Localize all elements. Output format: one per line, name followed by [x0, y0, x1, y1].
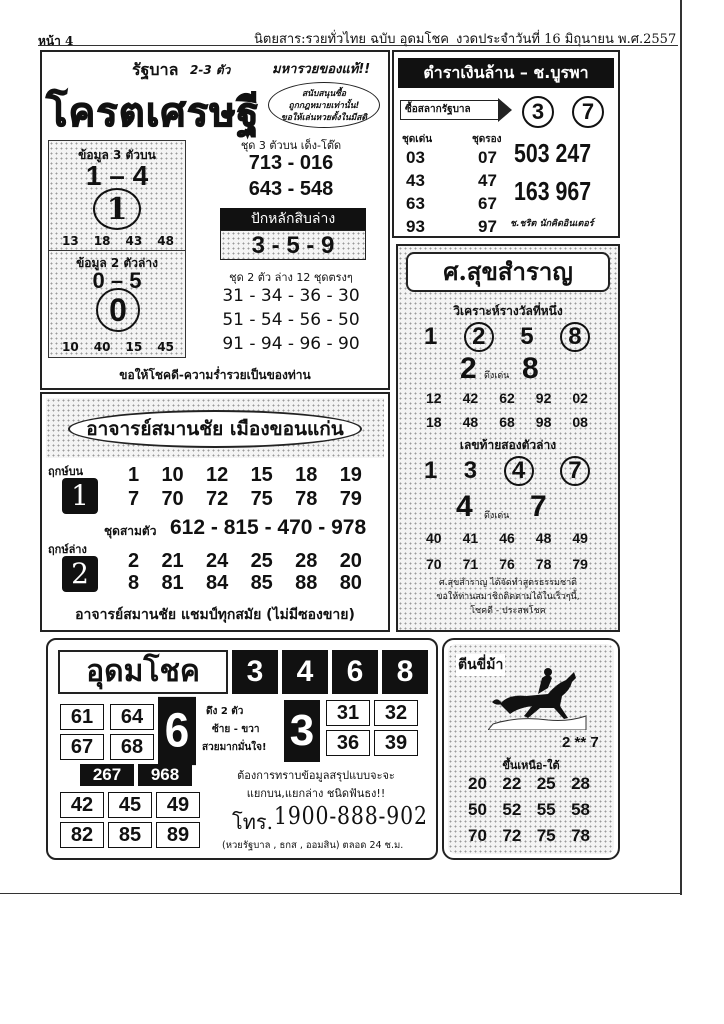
tamra-buy-label: ซื้อสลากรัฐบาล [400, 100, 500, 120]
kod-set2-row1: 31 - 34 - 36 - 30 [222, 286, 360, 306]
ajarn-u2-4: 75 [250, 488, 273, 510]
ajarn-l1-1: 2 [128, 550, 140, 572]
udom-tel-number: 1900-888-902 [274, 802, 428, 830]
horse-mark: 2 ** 7 [562, 734, 599, 751]
tamra-big-2: 163 967 [514, 176, 592, 206]
kod-support-badge [268, 82, 380, 128]
udom-top-2: 4 [282, 650, 328, 694]
kod-sethi-title: โครตเศรษฐี [46, 91, 260, 135]
tamra-arrow-icon [498, 98, 512, 122]
ajarn-l1-6: 20 [339, 550, 362, 572]
kod-set2-label: ชุด 2 ตัว ล่าง 12 ชุดตรงๆ [229, 271, 353, 284]
udom-right-1: 31 [326, 700, 370, 726]
sukh-g1-3: 62 [499, 390, 515, 406]
kod-info3-circle: 1 [93, 188, 141, 230]
horse-r3-1: 70 [468, 826, 487, 845]
kod-government-label: รัฐบาล [132, 60, 179, 79]
horse-r3-2: 72 [502, 826, 522, 845]
tamra-sub-2: 47 [478, 171, 497, 190]
sukh-note-1: ศ.สุขสำราญ ได้จัดทำสูตรธรรมชาติ [439, 578, 577, 588]
tamra-circle-3: 3 [522, 96, 554, 128]
horse-r2-3: 55 [536, 800, 556, 819]
sukh-row3 [424, 456, 590, 486]
tamra-main-1: 03 [406, 148, 425, 167]
udom-tel-label: โทร. [232, 810, 274, 834]
sukh-r3-4: 7 [560, 456, 590, 486]
tamra-main-2: 43 [406, 171, 425, 190]
ajarn-l2-6: 80 [339, 572, 362, 594]
kod-set3-2: 643 - 548 [248, 178, 334, 200]
udom-title: อุดมโชค [58, 650, 228, 694]
horse-r1-1: 20 [468, 774, 487, 793]
udom-top-1: 3 [232, 650, 278, 694]
sukh-r2a: 2 [460, 352, 477, 385]
ajarn-l2-5: 88 [295, 572, 318, 594]
tamra-header-main: ชุดเด่น [402, 134, 433, 145]
udom-left-4: 68 [110, 734, 154, 760]
udom-bottom-5: 85 [108, 822, 152, 848]
sukh-g2-1: 18 [426, 414, 442, 430]
kod-info2-n2: 40 [93, 340, 111, 354]
sukh-r1-1: 1 [424, 323, 438, 350]
tamra-sub-1: 07 [478, 148, 497, 167]
kod-info-divider [48, 250, 186, 251]
sukh-r4-mid: ดึงเด่น [484, 511, 510, 521]
magazine-name: นิตยสาร:รวยทั่วไทย ฉบับ อุดมโชค [254, 32, 449, 47]
kod-set3-1: 713 - 016 [248, 152, 334, 174]
udom-six: 6 [158, 697, 196, 765]
sukh-g2-5: 08 [572, 414, 588, 430]
horse-r1-4: 28 [571, 774, 590, 793]
header [38, 26, 678, 46]
sukh-r2-mid: ดึงเด่น [484, 371, 510, 381]
kod-set2-row3: 91 - 94 - 96 - 90 [222, 334, 360, 354]
sukh-group4 [426, 556, 588, 572]
kod-info2-n1: 10 [62, 340, 79, 354]
sukh-note-2: ขอให้ท่านสมาชิกติดตามได้ในเร็วๆนี้, [436, 592, 580, 602]
ajarn-l1-5: 28 [295, 550, 318, 572]
sukh-r3-2: 3 [463, 457, 478, 484]
horse-title: ตีนขี่ม้า [456, 654, 505, 676]
sukh-row1 [424, 322, 590, 352]
horse-r3-4: 78 [571, 826, 590, 845]
sukh-r1-2: 2 [464, 322, 494, 352]
sukh-g3-4: 48 [535, 530, 552, 546]
bottom-edge-line [0, 893, 682, 894]
kod-info3-pair: 1 – 4 [85, 160, 149, 191]
kod-tagline: มหารวยของแท้!! [272, 62, 371, 77]
ajarn-u1-4: 15 [250, 464, 273, 486]
ajarn-u2-3: 72 [206, 488, 229, 510]
horse-r1-3: 25 [536, 774, 556, 793]
sukh-r2b: 8 [522, 352, 539, 385]
udom-top-3: 6 [332, 650, 378, 694]
ajarn-l2-4: 85 [250, 572, 273, 594]
tamra-sub-3: 67 [478, 194, 497, 213]
tamra-title: ตำราเงินล้าน – ช.บูรพา [398, 58, 614, 88]
sukh-last2-label: เลขท้ายสองตัวล่าง [459, 438, 557, 452]
sukh-group1 [426, 390, 588, 406]
udom-tel-note: (หวยรัฐบาล , ธกส , ออมสิน) ตลอด 24 ช.ม. [222, 840, 404, 851]
header-rule [38, 45, 678, 46]
ajarn-u1-5: 18 [295, 464, 318, 486]
horse-label: ขึ้นเหนือ-ใต้ [502, 759, 560, 772]
tamra-main-4: 93 [406, 217, 425, 236]
ajarn-lower-row2 [128, 572, 362, 595]
sukh-g1-4: 92 [535, 390, 552, 406]
sukh-g4-1: 70 [426, 556, 442, 572]
sukh-r1-3: 5 [520, 323, 534, 350]
udom-want-1: ต้องการทราบข้อมูลสรุปแบบจะจะ [237, 769, 395, 782]
udom-top-4: 8 [382, 650, 428, 694]
kod-info3-n2: 18 [93, 234, 111, 248]
sukh-note-3: โชคดี - ประสพโชค [470, 606, 546, 616]
kod-info2-n4: 45 [157, 340, 174, 354]
kod-info3-n1: 13 [62, 234, 79, 248]
ajarn-lower-digit: 2 [62, 556, 98, 592]
kod-info2-pair: 0 – 5 [92, 268, 142, 293]
horse-row-3 [468, 826, 590, 846]
udom-bottom-2: 45 [108, 792, 152, 818]
udom-want-2: แยกบน,แยกล่าง ชนิดฟันธง!! [246, 787, 386, 800]
sukh-r3-3: 4 [504, 456, 534, 486]
sukh-analysis-label: วิเคราะห์รางวัลที่หนึ่ง [453, 304, 563, 318]
sukh-g3-1: 40 [426, 530, 442, 546]
ajarn-title: อาจารย์สมานชัย เมืองขอนแก่น [68, 410, 362, 448]
sukh-r3-1: 1 [424, 457, 438, 484]
ajarn-l1-3: 24 [206, 550, 229, 572]
kod-info3-label: ข้อมูล 3 ตัวบน [78, 148, 156, 162]
ajarn-u1-6: 19 [339, 464, 362, 486]
horse-r2-2: 52 [502, 800, 522, 819]
ajarn-l1-4: 25 [250, 550, 273, 572]
tamra-circle-7: 7 [572, 96, 604, 128]
udom-left-right: ซ้าย - ขวา [212, 724, 260, 735]
udom-left-1: 61 [60, 704, 104, 730]
kod-support-3: ขอให้เล่นหวยตั้งในมีสติ [281, 113, 367, 123]
udom-tag-1: 267 [80, 764, 134, 786]
udom-left-2: 64 [110, 704, 154, 730]
kod-support-1: สนับสนุนซื้อ [301, 89, 347, 99]
kod-two-three-label: 2-3 ตัว [190, 63, 231, 77]
kod-pick-label: ปักหลักสิบล่าง [220, 208, 366, 230]
udom-bottom-3: 49 [156, 792, 200, 818]
kod-pick-value: 3 - 5 - 9 [220, 230, 366, 260]
sukh-g1-1: 12 [426, 390, 442, 406]
kod-info3-row [62, 234, 174, 248]
sukh-r1-4: 8 [560, 322, 590, 352]
udom-bottom-4: 82 [60, 822, 104, 848]
udom-right-3: 36 [326, 730, 370, 756]
horse-row-2 [468, 800, 590, 820]
ajarn-lower-label: ฤกษ์ล่าง [48, 543, 87, 556]
ajarn-set3-label: ชุดสามตัว [104, 524, 157, 538]
udom-three: 3 [284, 700, 320, 762]
kod-info3-n3: 43 [125, 234, 143, 248]
kod-support-2: ถูกกฎหมายเท่านั้น! [288, 101, 360, 111]
sukh-g2-4: 98 [535, 414, 552, 430]
sukh-g2-2: 48 [462, 414, 479, 430]
tamra-credit: ช.ชริต นักคิดอินเตอร์ [510, 219, 594, 229]
sukh-g4-4: 78 [535, 556, 552, 572]
sukh-g1-2: 42 [462, 390, 479, 406]
ajarn-l2-2: 81 [161, 572, 184, 594]
kod-info2-row [62, 340, 174, 354]
ajarn-u1-1: 1 [128, 464, 140, 486]
ajarn-upper-digit: 1 [62, 478, 98, 514]
sukh-r4b: 7 [530, 490, 547, 523]
ajarn-u2-5: 78 [295, 488, 318, 510]
horse-r2-1: 50 [468, 800, 487, 819]
kod-info2-label: ข้อมูล 2 ตัวล่าง [76, 256, 158, 270]
sukh-g2-3: 68 [499, 414, 515, 430]
tamra-big-1: 503 247 [514, 138, 592, 168]
udom-beauty: สวยมากมั่นใจ! [202, 742, 267, 753]
udom-pull2: ดึง 2 ตัว [206, 706, 244, 717]
ajarn-l2-1: 8 [128, 572, 140, 594]
ajarn-upper-row2 [128, 488, 362, 511]
ajarn-u2-6: 79 [339, 488, 362, 510]
horse-r3-3: 75 [536, 826, 556, 845]
issue-date: งวดประจำวันที่ 16 มิถุนายน พ.ศ.2557 [456, 32, 677, 47]
page-number: หน้า 4 [38, 34, 74, 48]
sukh-g3-2: 41 [462, 530, 479, 546]
udom-left-3: 67 [60, 734, 104, 760]
ajarn-footer: อาจารย์สมานชัย แชมป์ทุกสมัย (ไม่มีซองขาย) [75, 607, 355, 623]
sukh-g3-3: 46 [499, 530, 515, 546]
sukh-group2 [426, 414, 588, 430]
ajarn-l1-2: 21 [161, 550, 184, 572]
ajarn-lower-row1 [128, 550, 362, 573]
kod-footer: ขอให้โชคดี-ความร่ำรวยเป็นของท่าน [119, 368, 311, 382]
udom-bottom-1: 42 [60, 792, 104, 818]
ajarn-upper-label: ฤกษ์บน [48, 465, 84, 478]
udom-right-2: 32 [374, 700, 418, 726]
tamra-col-main [406, 146, 425, 238]
ajarn-l2-3: 84 [206, 572, 229, 594]
tamra-main-3: 63 [406, 194, 425, 213]
kod-set3-label: ชุด 3 ตัวบน เด็ง-โต๊ด [240, 139, 342, 152]
sukh-title: ศ.สุขสำราญ [406, 252, 610, 292]
kod-set2-row2: 51 - 54 - 56 - 50 [222, 310, 360, 330]
kod-info2-n3: 15 [125, 340, 143, 354]
sukh-note [396, 576, 620, 618]
sukh-g1-5: 02 [572, 390, 588, 406]
kod-info2-circle: 0 [96, 288, 140, 332]
kod-info3-n4: 48 [157, 234, 174, 248]
udom-bottom-6: 89 [156, 822, 200, 848]
sukh-g3-5: 49 [572, 530, 588, 546]
sukh-group3 [426, 530, 588, 546]
sukh-g4-3: 76 [499, 556, 515, 572]
ajarn-u1-2: 10 [161, 464, 184, 486]
tamra-col-sub [478, 146, 497, 238]
sukh-r4a: 4 [456, 490, 473, 523]
right-edge-line [680, 0, 682, 895]
sukh-g4-5: 79 [572, 556, 588, 572]
ajarn-u1-3: 12 [206, 464, 229, 486]
tamra-sub-4: 97 [478, 217, 497, 236]
horse-rider-icon [488, 664, 588, 730]
tamra-header-sub: ชุดรอง [472, 134, 502, 145]
udom-right-4: 39 [374, 730, 418, 756]
sukh-g4-2: 71 [462, 556, 479, 572]
ajarn-set3-value: 612 - 815 - 470 - 978 [170, 516, 367, 539]
horse-row-1 [468, 774, 590, 794]
udom-tag-2: 968 [138, 764, 192, 786]
ajarn-upper-row1 [128, 464, 362, 487]
ajarn-u2-1: 7 [128, 488, 140, 510]
ajarn-u2-2: 70 [161, 488, 184, 510]
horse-r2-4: 58 [571, 800, 590, 819]
horse-r1-2: 22 [502, 774, 522, 793]
